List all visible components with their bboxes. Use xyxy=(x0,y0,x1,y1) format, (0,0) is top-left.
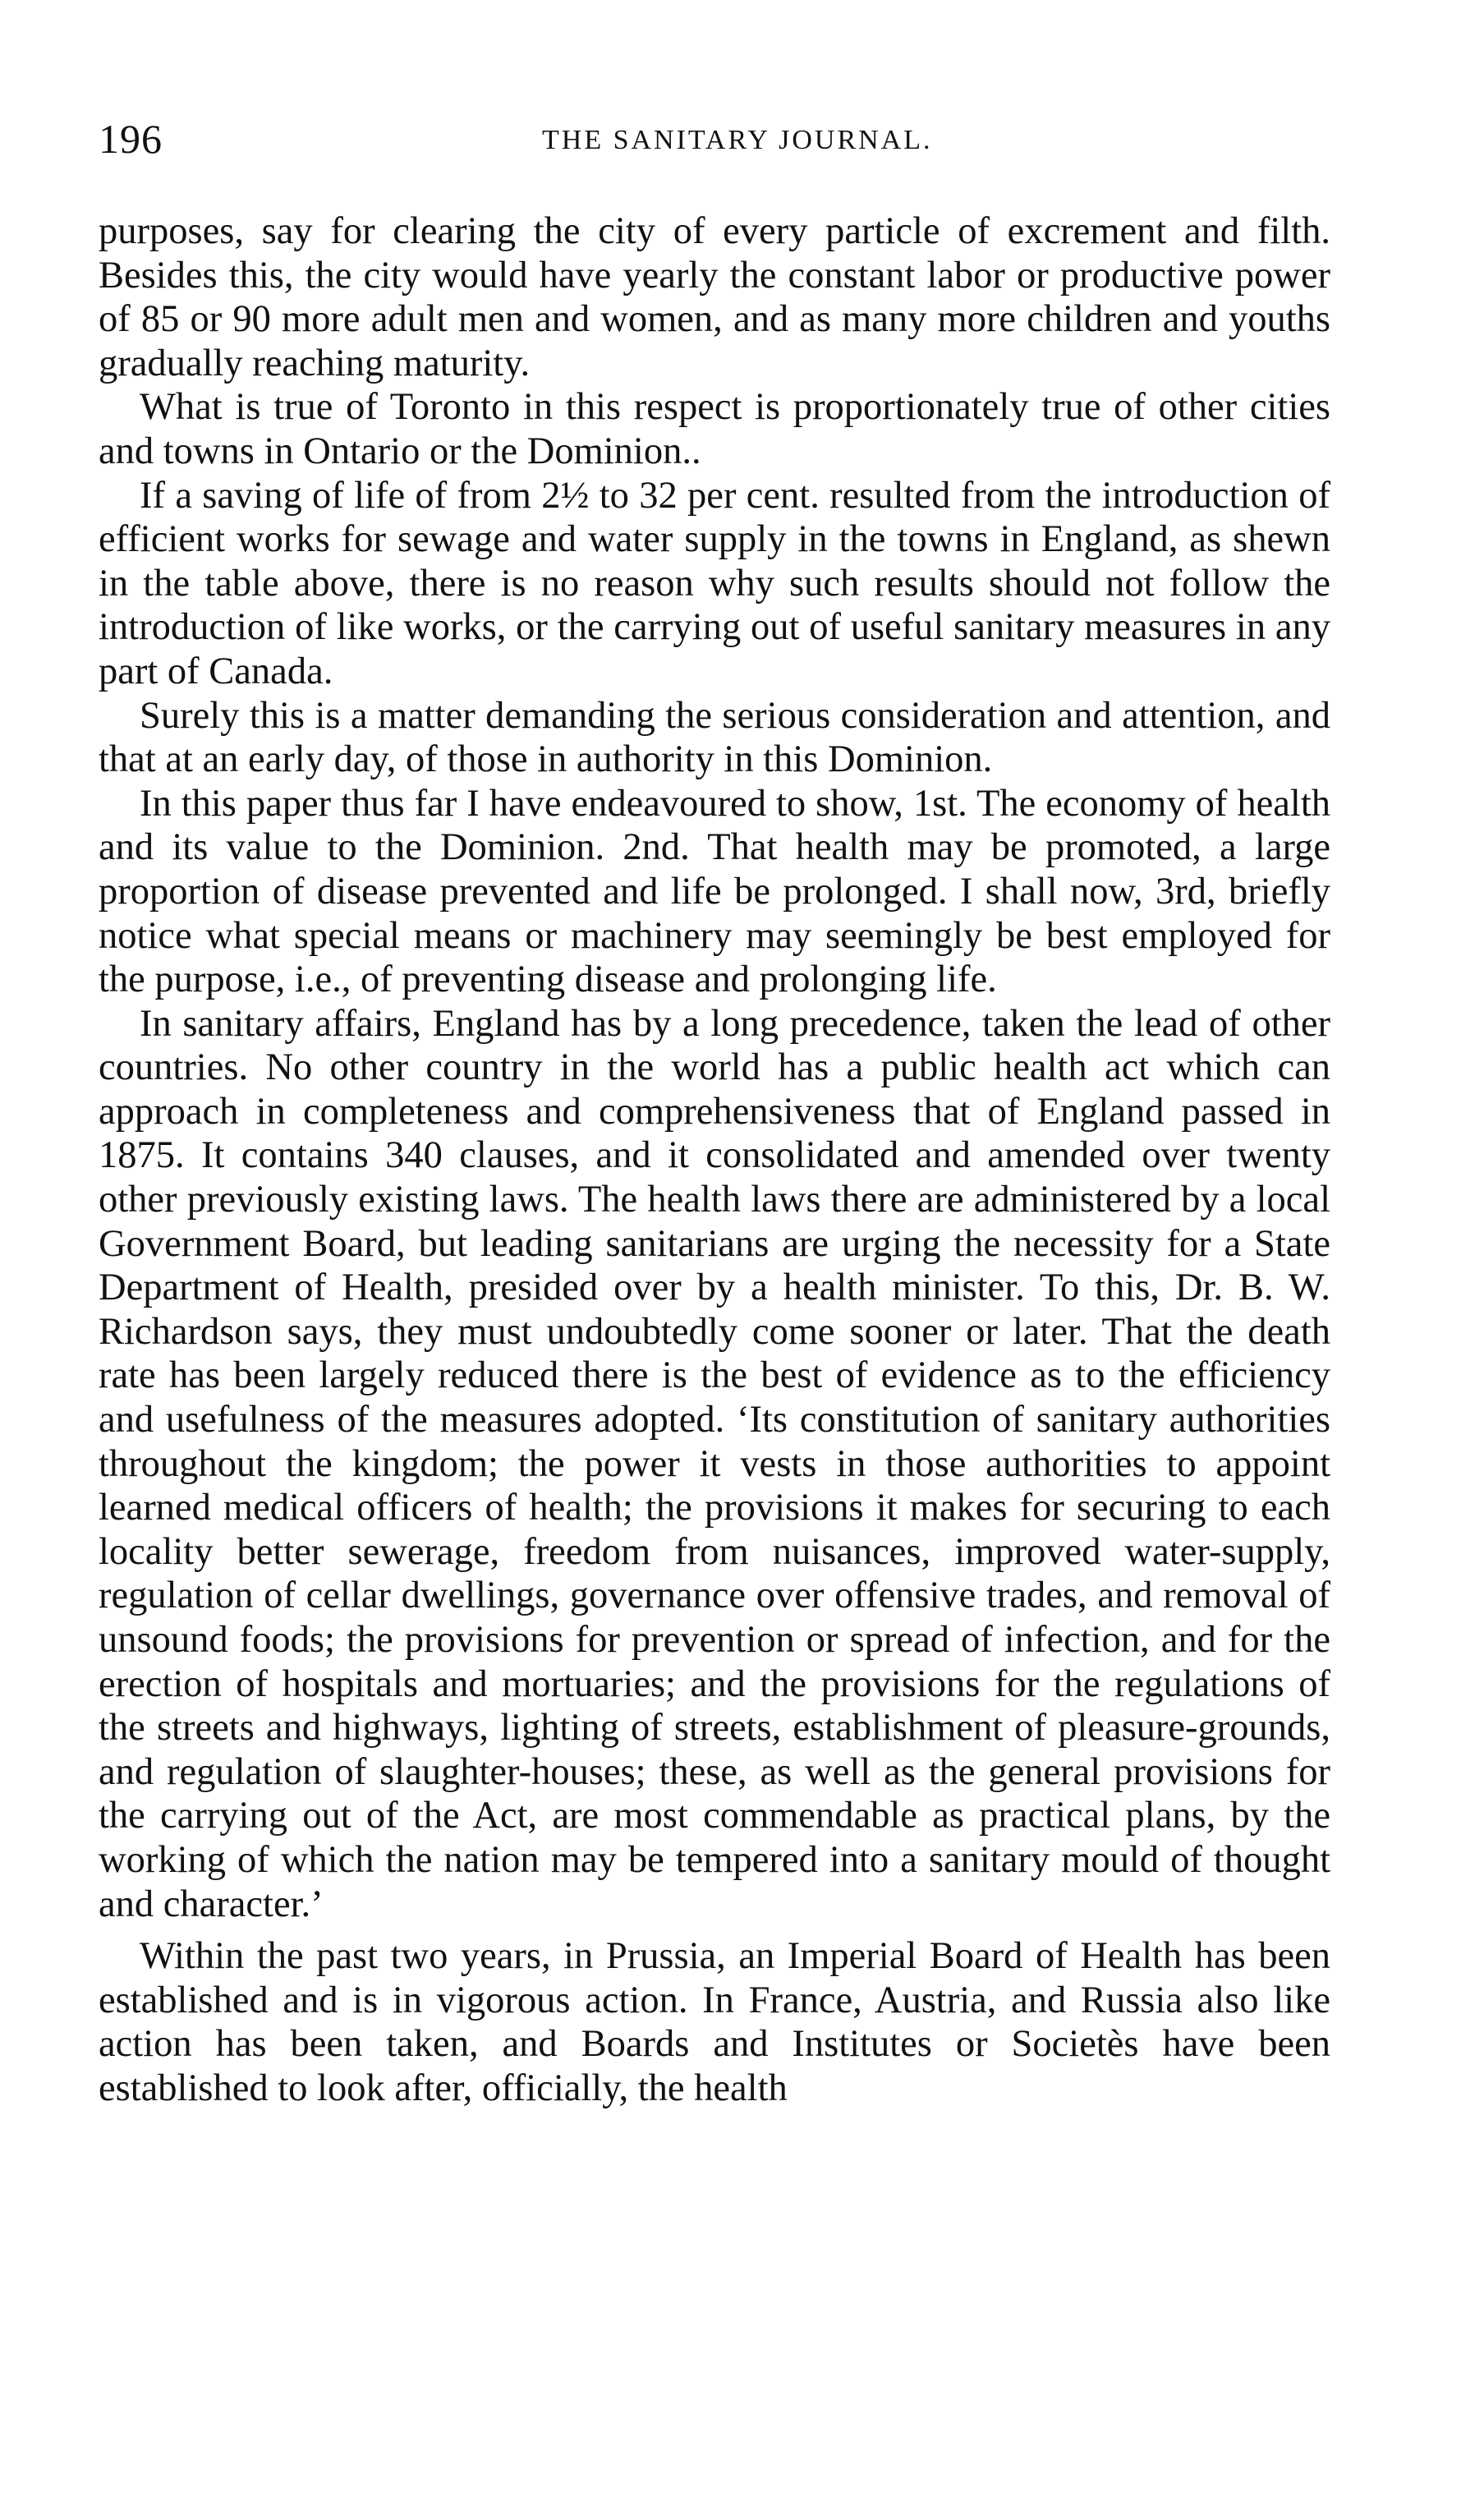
page-number: 196 xyxy=(99,116,163,162)
paragraph-saving-of-life: If a saving of life of from 2½ to 32 per cent. resulted from the introduction of efficient works for sewage and water supply in the towns in England, as shewn in the table above, there is no reason why such results should not follow the introduction of like works, or the carrying out of useful sanitary measures in any part of Canada. xyxy=(99,474,1330,692)
paragraph-prussia: Within the past two years, in Prussia, an Imperial Board of Health has been established and is in vigorous action. In France, Austria, and Russia also like action has been taken, and Boards and Institutes or Societès have been established to look after, officially, the health xyxy=(99,1935,1330,2109)
paragraph-thus-far: In this paper thus far I have endeavoured to show, 1st. The economy of health and its value to the Dominion. 2nd. That health may be promoted, a large proportion of disease prevented and life be prolonged. I shall now, 3rd, briefly notice what special means or machinery may seemingly be best employed for the purpose, i.e., of preventing disease and prolonging life. xyxy=(99,782,1330,1001)
paragraph-continued: purposes, say for clearing the city of every particle of excrement and filth. Besides this, the city would have yearly the constant labor or productive power of 85 or 90 more adult men and women, and as many more children and youths gradually reaching maturity. xyxy=(99,210,1330,384)
running-head xyxy=(99,115,1330,172)
paragraph-toronto: What is true of Toronto in this respect is proportionately true of other cities and towns in Ontario or the Dominion.. xyxy=(99,386,1330,472)
journal-title: THE SANITARY JOURNAL. xyxy=(542,125,933,155)
article-body xyxy=(99,209,1330,2111)
paragraph-england: In sanitary affairs, England has by a long precedence, taken the lead of other countries. No other country in the world has a public health act which can approach in completeness and comprehensiveness that of England passed in 1875. It contains 340 clauses, and it consolidated and amended over twenty other previously existing laws. The health laws there are administered by a local Government Board, but leading sanitarians are urging the necessity for a State Department of Health, presided over by a health minister. To this, Dr. B. W. Richardson says, they must undoubtedly come sooner or later. That the death rate has been largely reduced there is the best of evidence as to the efficiency and usefulness of the measures adopted. ‘Its constitution of sanitary authorities throughout the kingdom; the power it vests in those authorities to appoint learned medical officers of health; the provisions it makes for securing to each locality better sewerage, freedom from nuisances, improved water-supply, regulation of cellar dwellings, governance over offensive trades, and removal of unsound foods; the provisions for prevention or spread of infection, and for the erection of hospitals and mortuaries; and the provisions for the regulations of the streets and highways, lighting of streets, establishment of pleasure-grounds, and regulation of slaughter-houses; these, as well as the general provisions for the carrying out of the Act, are most commendable as practical plans, by the working of which the nation may be tempered into a sanitary mould of thought and character.’ xyxy=(99,1002,1330,1925)
paragraph-serious-consideration: Surely this is a matter demanding the serious consideration and attention, and that at an early day, of those in authority in this Dominion. xyxy=(99,694,1330,781)
